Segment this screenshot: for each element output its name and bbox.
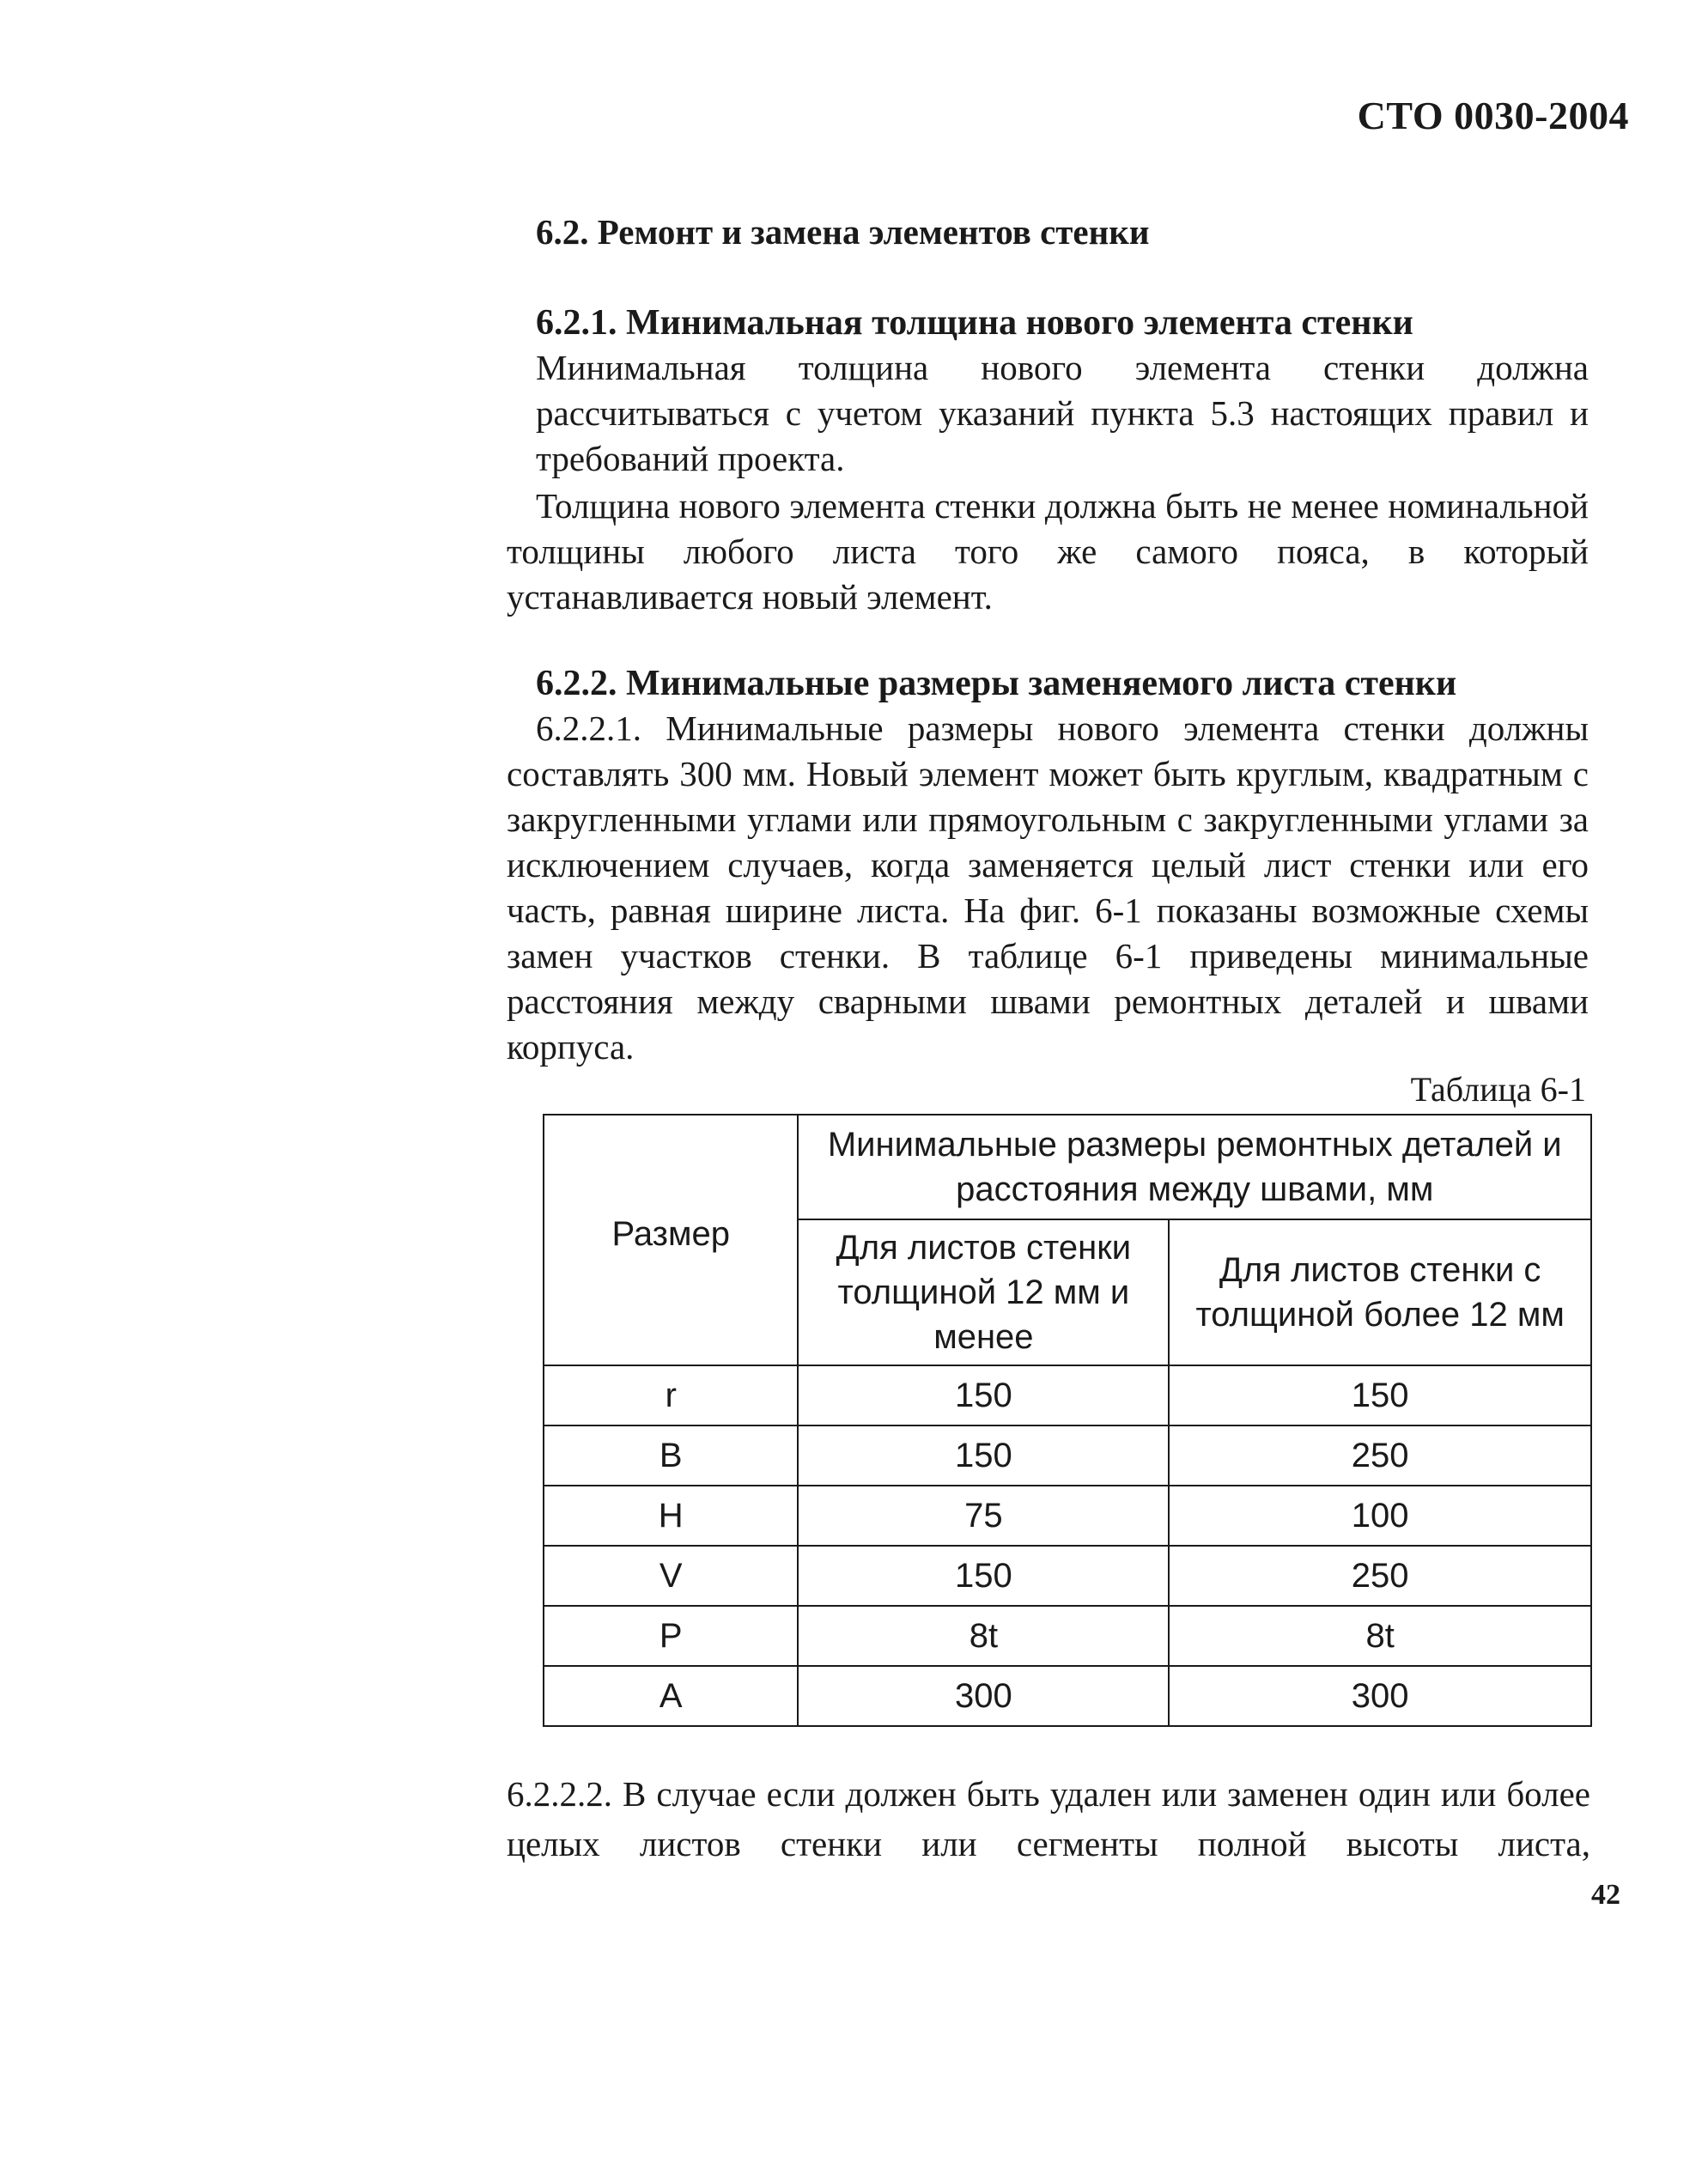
cell-size: V <box>544 1546 798 1606</box>
cell-size: r <box>544 1365 798 1425</box>
paragraph-min-thickness: Минимальная толщина нового элемента стенки должна рассчитываться с учетом указаний пункта 5.3 настоящих правил и требований проекта. <box>536 348 1589 478</box>
cell-thin: 150 <box>798 1365 1169 1425</box>
column-group-header: Минимальные размеры ремонтных деталей и расстояния между швами, мм <box>798 1115 1591 1219</box>
table-caption: Таблица 6-1 <box>1410 1070 1586 1109</box>
subsection-heading-6-2-2: 6.2.2. Минимальные размеры заменяемого листа стенки <box>536 664 1457 703</box>
cell-size: A <box>544 1666 798 1726</box>
cell-thin: 8t <box>798 1606 1169 1666</box>
table-row <box>544 1606 1591 1666</box>
document-code: СТО 0030-2004 <box>1357 94 1629 137</box>
cell-thin: 150 <box>798 1425 1169 1486</box>
paragraph-6-2-2-2: 6.2.2.2. В случае если должен быть удален или заменен один или более целых листов стенки или сегменты полной высоты листа, <box>507 1774 1590 1863</box>
cell-thick: 100 <box>1169 1486 1591 1546</box>
cell-thick: 8t <box>1169 1606 1591 1666</box>
cell-thick: 250 <box>1169 1425 1591 1486</box>
cell-size: H <box>544 1486 798 1546</box>
cell-thin: 150 <box>798 1546 1169 1606</box>
cell-thick: 300 <box>1169 1666 1591 1726</box>
cell-thick: 150 <box>1169 1365 1591 1425</box>
table-row <box>544 1486 1591 1546</box>
paragraph-nominal-thickness: Толщина нового элемента стенки должна быть не менее номинальной толщины любого листа того же самого пояса, в который устанавливается новый элемент. <box>507 486 1589 617</box>
table-row <box>544 1546 1591 1606</box>
paragraph-6-2-2-1: 6.2.2.1. Минимальные размеры нового элемента стенки должны составлять 300 мм. Новый элемент может быть круглым, квадратным с закругленными углами или прямоугольным с закругленными углами за исключением случаев, когда заменяется целый лист стенки или его часть, равная ширине листа. На фиг. 6-1 показаны возможные схемы замен участков стенки. В таблице 6-1 приведены минимальные расстояния между сварными швами ремонтных деталей и швами корпуса. <box>507 708 1589 1067</box>
column-header-thin: Для листов стенки толщиной 12 мм и менее <box>798 1219 1169 1365</box>
dimensions-table <box>543 1114 1592 1727</box>
table-row <box>544 1365 1591 1425</box>
cell-thin: 75 <box>798 1486 1169 1546</box>
cell-size: B <box>544 1425 798 1486</box>
cell-size: P <box>544 1606 798 1666</box>
column-header-size: Размер <box>544 1115 798 1365</box>
column-header-thick: Для листов стенки с толщиной более 12 мм <box>1169 1219 1591 1365</box>
cell-thick: 250 <box>1169 1546 1591 1606</box>
page-number: 42 <box>1591 1879 1620 1911</box>
table-row <box>544 1666 1591 1726</box>
table-row <box>544 1425 1591 1486</box>
subsection-heading-6-2-1: 6.2.1. Минимальная толщина нового элемента стенки <box>536 303 1413 343</box>
section-heading: 6.2. Ремонт и замена элементов стенки <box>536 212 1150 252</box>
cell-thin: 300 <box>798 1666 1169 1726</box>
